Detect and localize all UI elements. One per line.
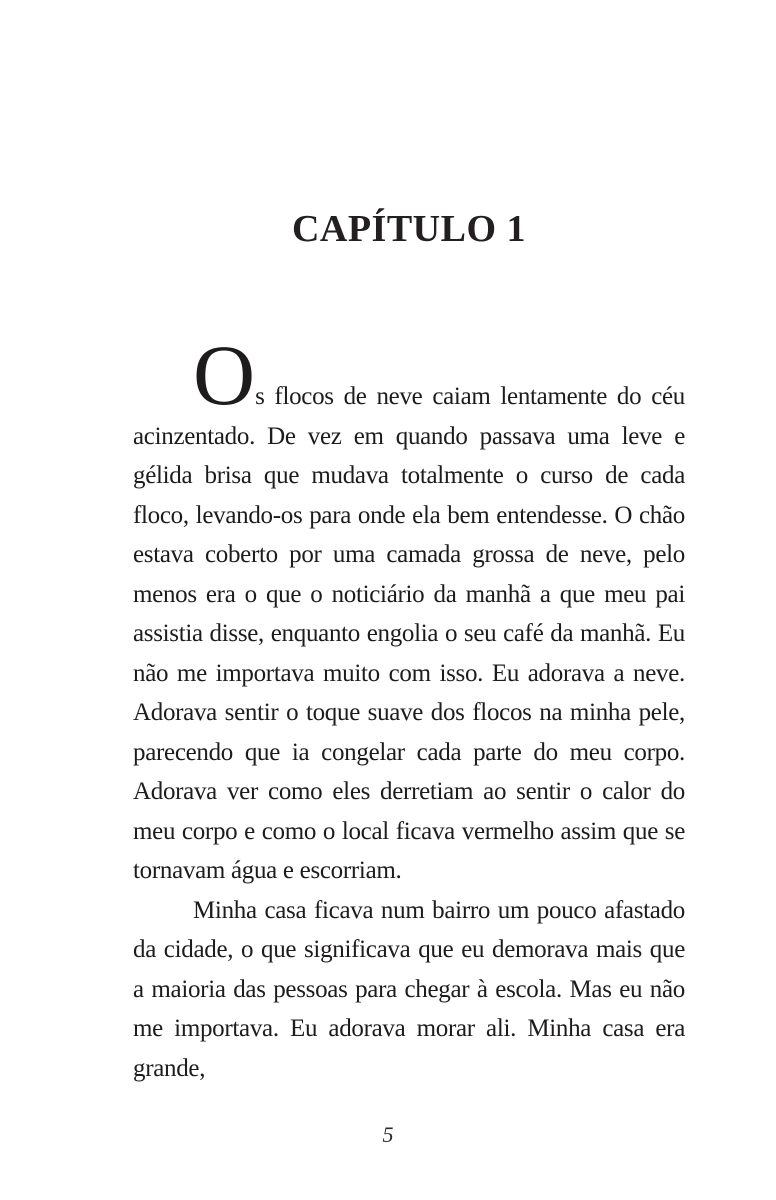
paragraph-second: Minha casa ficava num bairro um pouco afastado da cidade, o que significava que eu demorava mais que a maioria das pessoas para chegar à escola. Mas eu não me importava. Eu adorava morar ali. Minha casa era grande, xyxy=(133,896,685,1082)
chapter-title: CAPÍTULO 1 xyxy=(291,208,527,250)
page-number: 5 xyxy=(382,1122,394,1147)
paragraph-opening xyxy=(133,327,685,891)
paragraph-opening-text: s flocos de neve caiam lentamente do céu acinzentado. De vez em quando passava uma leve e gélida brisa que mudava totalmente o curso de cada floco, levando-os para onde ela bem entendesse. O chão estava coberto por uma camada grossa de neve, pelo menos era o que o noticiário da manhã a que meu pai assistia disse, enquanto engolia o seu café da manhã. Eu não me importava muito com isso. Eu adorava a neve. Adorava sentir o toque suave dos flocos na minha pele, parecendo que ia congelar cada parte do meu corpo. Adorava ver como eles derretiam ao sentir o calor do meu corpo e como o local ficava vermelho assim que se tornavam água e escorriam. xyxy=(133,383,685,884)
drop-cap-initial: O xyxy=(193,327,256,423)
body-text xyxy=(133,327,685,1088)
text-block xyxy=(133,0,685,1088)
